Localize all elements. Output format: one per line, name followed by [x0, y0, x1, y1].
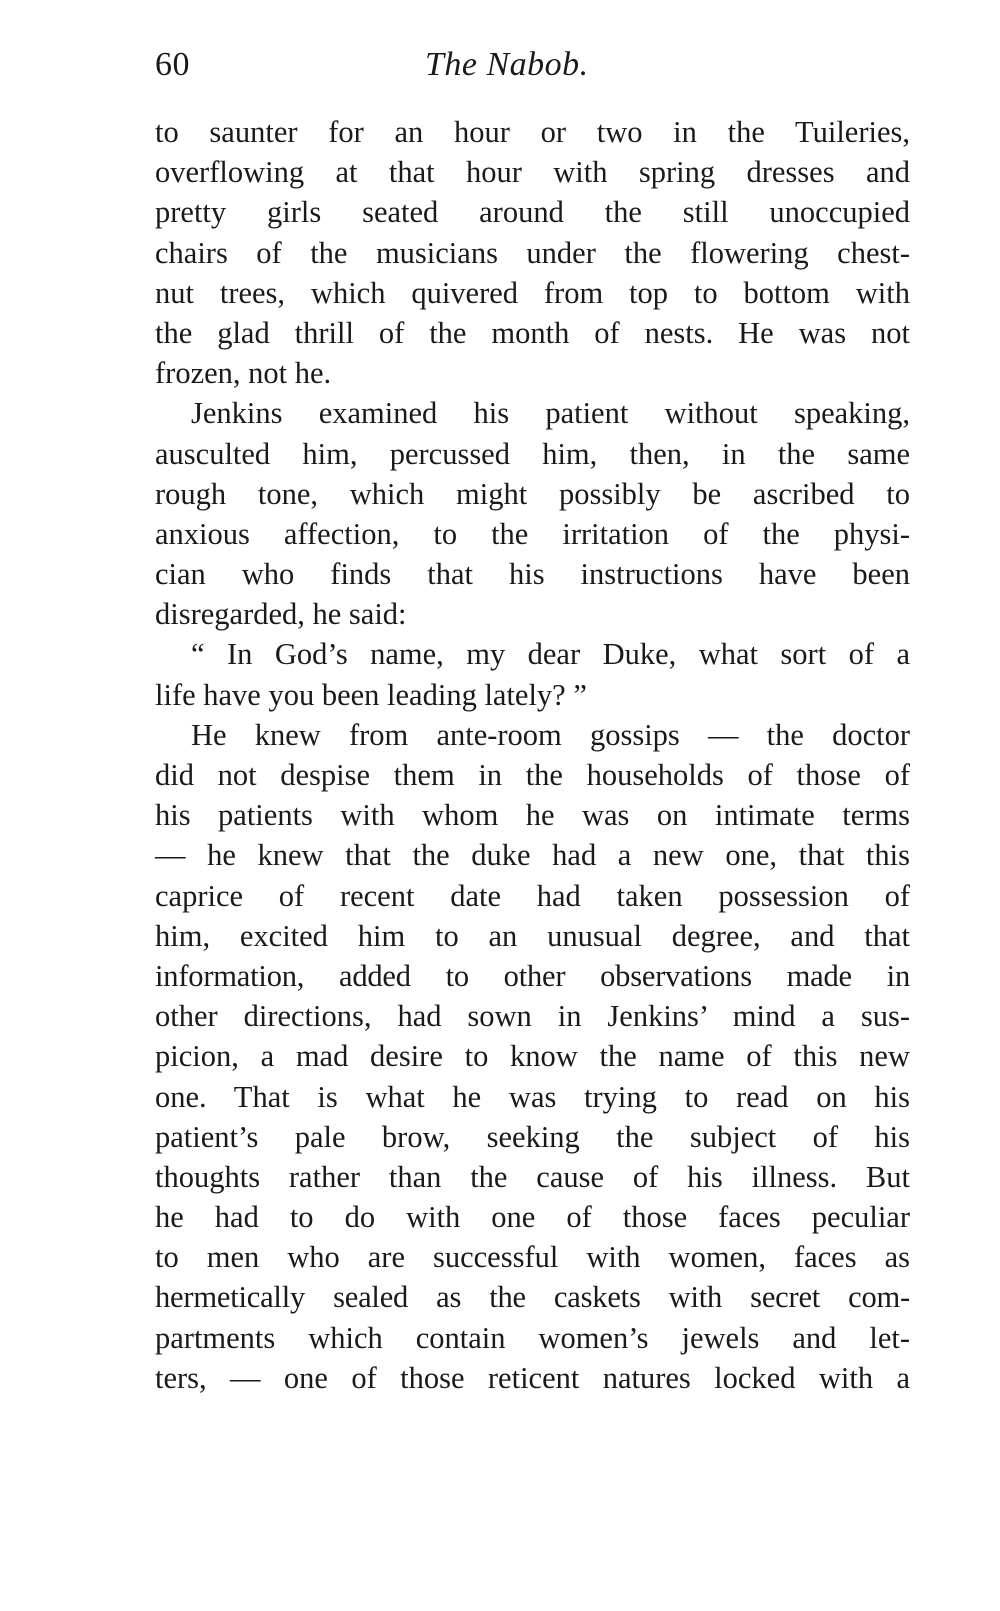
text-line: disregarded, he said: [155, 597, 407, 632]
text-line: caprice of recent date had taken possession of [155, 878, 910, 913]
text-line: one. That is what he was trying to read on his [155, 1079, 910, 1114]
text-line: nut trees, which quivered from top to bottom with [155, 275, 910, 310]
text-line: He knew from ante-room gossips — the doctor [191, 717, 910, 752]
text-line: patient’s pale brow, seeking the subject of his [155, 1119, 910, 1154]
text-line: him, excited him to an unusual degree, and that [155, 918, 910, 953]
body-text [155, 112, 910, 1398]
text-line: chairs of the musicians under the flowering chest- [155, 235, 910, 270]
text-line: rough tone, which might possibly be ascribed to [155, 476, 910, 511]
text-line: cian who finds that his instructions have been [155, 557, 910, 592]
text-line: to men who are successful with women, faces as [155, 1240, 910, 1275]
text-line: did not despise them in the households of those of [155, 758, 910, 792]
text-line: ters, — one of those reticent natures locked with a [155, 1360, 910, 1395]
text-line: Jenkins examined his patient without speaking, [191, 396, 910, 431]
text-line: life have you been leading lately? ” [155, 677, 587, 712]
text-line: “ In God’s name, my dear Duke, what sort of a [191, 637, 910, 672]
text-line: partments which contain women’s jewels and let- [155, 1320, 910, 1355]
text-line: thoughts rather than the cause of his illness. But [155, 1159, 910, 1194]
page-header [155, 40, 910, 90]
text-line: ausculted him, percussed him, then, in the same [155, 436, 910, 471]
text-line: frozen, not he. [155, 356, 332, 391]
text-line: overflowing at that hour with spring dresses and [155, 155, 910, 190]
page-number: 60 [155, 46, 190, 83]
text-line: information, added to other observations made in [155, 958, 910, 993]
text-line: pretty girls seated around the still unoccupied [155, 195, 910, 230]
running-title: The Nabob. [425, 46, 589, 83]
text-line: — he knew that the duke had a new one, that this [155, 838, 910, 873]
text-line: he had to do with one of those faces peculiar [155, 1200, 910, 1235]
text-line: hermetically sealed as the caskets with secret com- [155, 1280, 910, 1315]
text-line: other directions, had sown in Jenkins’ mind a sus- [155, 999, 910, 1034]
text-line: anxious affection, to the irritation of the physi- [155, 516, 910, 551]
text-line: his patients with whom he was on intimate terms [155, 798, 910, 833]
text-line: to saunter for an hour or two in the Tuileries, [155, 115, 910, 149]
text-line: the glad thrill of the month of nests. He was not [155, 315, 910, 350]
text-line: picion, a mad desire to know the name of this new [155, 1039, 910, 1074]
